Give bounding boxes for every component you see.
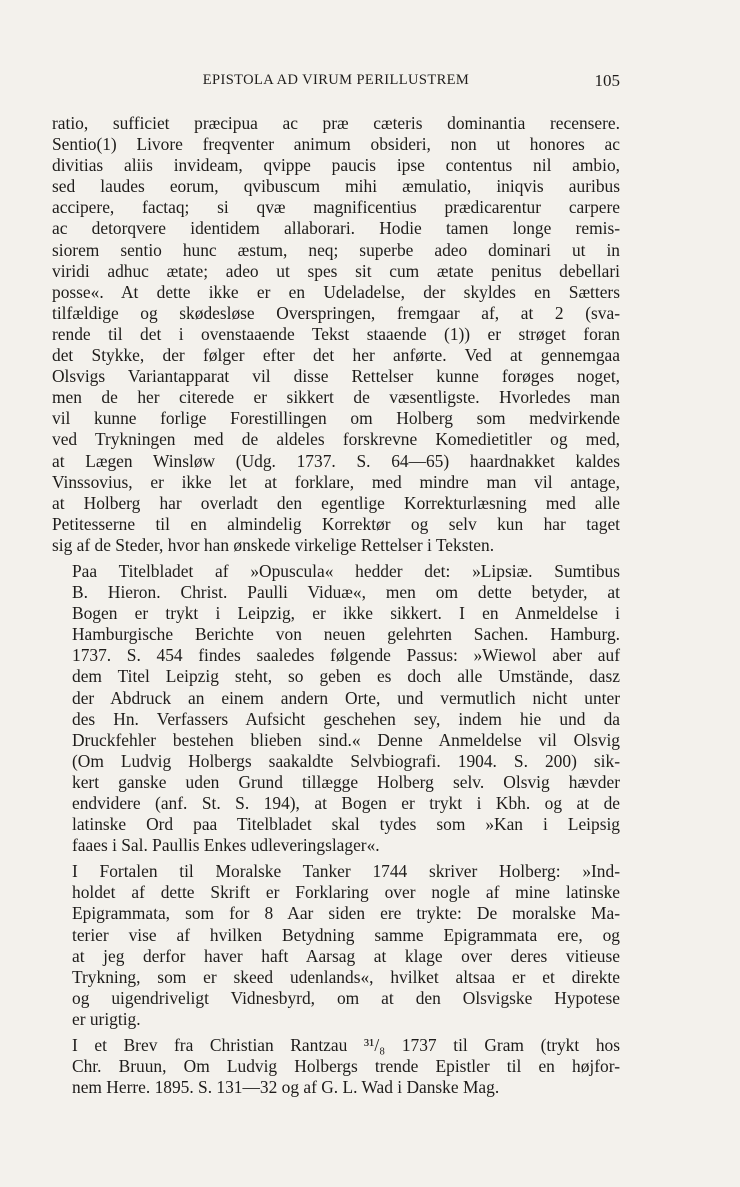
text-line: 1737. S. 454 findes saaledes følgende Passus: »Wiewol aber auf — [72, 645, 620, 666]
text-line: B. Hieron. Christ. Paulli Viduæ«, men om dette betyder, at — [72, 582, 620, 603]
text-line: at Holberg har overladt den egentlige Korrekturlæsning med alle — [52, 492, 620, 513]
text-line: (Om Ludvig Holbergs saakaldte Selvbiografi. 1904. S. 200) sik- — [72, 750, 620, 771]
text-line: viridi adhuc ætate; adeo ut spes sit cum ætate penitus debellari — [52, 260, 620, 281]
text-line: at Lægen Winsløw (Udg. 1737. S. 64—65) haardnakket kaldes — [52, 450, 620, 471]
text-line: faaes i Sal. Paullis Enkes udleveringslager«. — [72, 835, 380, 856]
text-line: dem Titel Leipzig steht, so geben es doch alle Umstände, dasz — [72, 666, 620, 687]
text-line: latinske Ord paa Titelbladet skal tydes som »Kan i Leipsig — [72, 814, 620, 835]
text-line: der Abdruck an einem andern Orte, und vermutlich nicht unter — [72, 687, 620, 708]
text-line: Petitesserne til en almindelig Korrektør og selv kun har taget — [52, 513, 620, 534]
text-line: divitias aliis invideam, qvippe paucis ipse contentus nil ambio, — [52, 155, 620, 176]
text-line: rende til det i ovenstaaende Tekst staaende (1)) er strøget foran — [52, 323, 620, 344]
text-line: tilfældige og skødesløse Overspringen, fremgaar af, at 2 (sva- — [52, 302, 620, 323]
text-line: Paa Titelbladet af »Opuscula« hedder det: »Lipsiæ. Sumtibus — [72, 560, 620, 581]
text-line: endvidere (anf. St. S. 194), at Bogen er trykt i Kbh. og at de — [72, 793, 620, 813]
text-line: vil kunne forlige Forestillingen om Holberg som medvirkende — [52, 408, 620, 429]
text-line: kert ganske uden Grund tillægge Holberg selv. Olsvig hævder — [72, 771, 620, 792]
text-line: siorem sentio hunc æstum, neq; superbe adeo dominari ut in — [52, 239, 620, 260]
text-line: sed laudes eorum, qvibuscum mihi æmulatio, iniqvis auribus — [52, 176, 620, 197]
text-line: sig af de Steder, hvor han ønskede virkelige Rettelser i Teksten. — [52, 534, 495, 555]
text-line: nem Herre. 1895. S. 131—32 og af G. L. Wad i Danske Mag. — [72, 1077, 500, 1098]
text-line: posse«. At dette ikke er en Udeladelse, der skyldes en Sætters — [52, 281, 620, 302]
text-line: Bogen er trykt i Leipzig, er ikke sikkert. I en Anmeldelse i — [72, 603, 620, 624]
page-number: 105 — [594, 71, 620, 90]
text-line: Sentio(1) Livore freqventer animum obsideri, non ut honores ac — [52, 134, 620, 155]
body-text — [52, 113, 620, 1098]
text-line: Druckfehler bestehen blieben sind.« Denne Anmeldelse vil Olsvig — [72, 729, 620, 750]
text-line: terier vise af hvilken Betydning samme Epigrammata ere, og — [72, 924, 620, 945]
text-line: men de her citerede er sikkert de væsentligste. Hvorledes man — [52, 387, 620, 408]
text-line: ratio, sufficiet præcipua ac præ cæteris dominantia recensere. — [52, 113, 620, 133]
text-line: og uigendriveligt Vidnesbyrd, om at den Olsvigske Hypotese — [72, 987, 620, 1008]
page-header — [52, 72, 620, 98]
text-line: accipere, factaq; si qvæ magnificentius prædicarentur carpere — [52, 197, 620, 218]
text-line: holdet af dette Skrift er Forklaring over nogle af mine latinske — [72, 882, 620, 903]
text-line: er urigtig. — [72, 1008, 141, 1029]
text-line: des Hn. Verfassers Aufsicht geschehen sey, indem hie und da — [72, 708, 620, 729]
text-line: ac detorqvere identidem allaborari. Hodie tamen longe remis- — [52, 218, 620, 239]
text-line: I et Brev fra Christian Rantzau ³¹/₈ 1737 til Gram (trykt hos — [72, 1035, 620, 1056]
paragraph — [52, 861, 620, 1030]
text-line: I Fortalen til Moralske Tanker 1744 skriver Holberg: »Ind- — [72, 861, 620, 882]
text-line: Vinssovius, er ikke let at forklare, med mindre man vil antage, — [52, 471, 620, 492]
text-line: det Stykke, der følger efter det her anførte. Ved at gennemgaa — [52, 345, 620, 366]
text-line: Chr. Bruun, Om Ludvig Holbergs trende Epistler til en højfor- — [72, 1056, 620, 1077]
running-title: EPISTOLA AD VIRUM PERILLUSTREM — [202, 72, 470, 88]
paragraph — [52, 113, 620, 556]
text-line: Epigrammata, som for 8 Aar siden ere trykte: De moralske Ma- — [72, 903, 620, 924]
text-line: Olsvigs Variantapparat vil disse Rettelser kunne forøges noget, — [52, 366, 620, 387]
text-line: Hamburgische Berichte von neuen gelehrten Sachen. Hamburg. — [72, 624, 620, 645]
text-line: at jeg derfor haver haft Aarsag at klage over deres vitieuse — [72, 945, 620, 966]
paragraph — [52, 1035, 620, 1098]
paragraph — [52, 561, 620, 856]
text-line: ved Trykningen med de aldeles forskrevne Komedietitler og med, — [52, 429, 620, 450]
text-line: Trykning, som er skeed udenlands«, hvilket altsaa er et direkte — [72, 966, 620, 987]
